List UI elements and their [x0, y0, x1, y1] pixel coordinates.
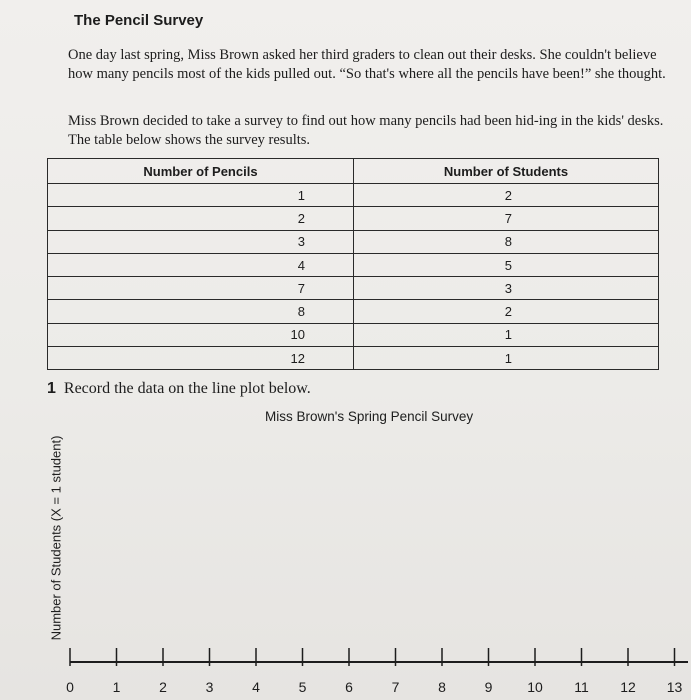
tick-label: 0	[66, 679, 74, 695]
survey-paragraph: Miss Brown decided to take a survey to find out how many pencils had been hid-ing in the kids' desks. The table below shows the survey results.	[68, 113, 664, 148]
worksheet-title: The Pencil Survey	[74, 12, 204, 29]
tick-label: 1	[112, 679, 121, 695]
tick-label: 11	[574, 679, 589, 695]
students-cell: 1	[354, 347, 659, 370]
students-cell: 7	[354, 207, 659, 230]
pencils-cell: 8	[48, 300, 354, 323]
question-number: 1	[47, 380, 56, 397]
pencils-cell: 2	[48, 207, 354, 230]
header-number-of-pencils: Number of Pencils	[48, 159, 354, 184]
header-number-of-students: Number of Students	[354, 159, 659, 184]
line-plot-axis	[66, 648, 688, 695]
students-cell: 3	[354, 277, 659, 300]
tick-label: 2	[159, 679, 167, 695]
students-cell: 2	[354, 300, 659, 323]
tick-label: 13	[666, 679, 683, 695]
pencils-cell: 3	[48, 230, 354, 253]
tick-label: 3	[205, 679, 214, 695]
students-cell: 1	[354, 323, 659, 346]
question-text: Record the data on the line plot below.	[63, 380, 311, 397]
tick-label: 5	[298, 679, 307, 695]
tick-label: 8	[438, 679, 446, 695]
tick-label: 6	[345, 679, 353, 695]
tick-label: 10	[527, 679, 543, 695]
intro-paragraph: One day last spring, Miss Brown asked her third graders to clean out their desks. She couldn't believe how many pencils most of the kids pulled out. “So that's where all the pencils have been!” she thought.	[68, 47, 666, 82]
pencils-cell: 1	[48, 184, 354, 207]
pencils-cell: 10	[48, 323, 354, 346]
students-cell: 5	[354, 253, 659, 276]
students-cell: 8	[354, 230, 659, 253]
students-cell: 2	[354, 184, 659, 207]
pencils-cell: 7	[48, 277, 354, 300]
tick-label: 9	[484, 679, 493, 695]
pencils-cell: 4	[48, 253, 354, 276]
tick-label: 7	[391, 679, 400, 695]
tick-label: 12	[620, 679, 636, 695]
line-plot-y-axis-label: Number of Students (X = 1 student)	[48, 435, 64, 641]
pencils-cell: 12	[48, 347, 354, 370]
line-plot-title: Miss Brown's Spring Pencil Survey	[265, 409, 474, 424]
tick-label: 4	[252, 679, 260, 695]
